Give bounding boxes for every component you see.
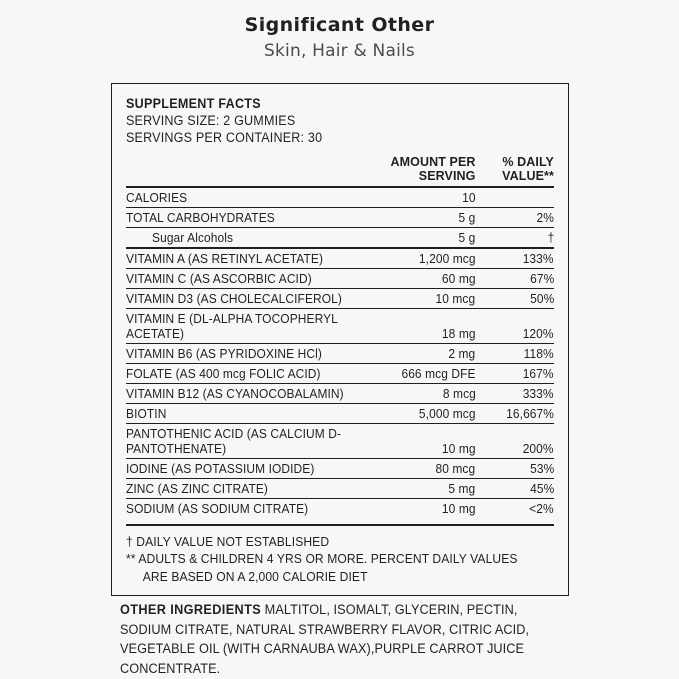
- row-daily-value: [486, 363, 554, 383]
- amount-text: 60 mg: [441, 270, 476, 286]
- nutrient-name-text: VITAMIN A (AS RETINYL ACETATE): [126, 250, 324, 266]
- footnotes: [126, 524, 554, 586]
- table-row: [126, 343, 554, 363]
- row-amount: [374, 363, 485, 383]
- row-amount: [374, 498, 485, 518]
- daily-value-text: 67%: [529, 270, 554, 286]
- row-nutrient-name: [126, 363, 374, 383]
- table-row: [126, 458, 554, 478]
- nutrient-name-text: VITAMIN B12 (AS CYANOCOBALAMIN): [126, 385, 344, 401]
- amount-text: 666 mcg DFE: [401, 365, 476, 381]
- row-nutrient-name: [126, 403, 374, 423]
- table-row: [126, 403, 554, 423]
- table-row: [126, 308, 554, 343]
- amount-text: 8 mcg: [442, 385, 476, 401]
- row-nutrient-name: [126, 227, 374, 248]
- row-daily-value: [486, 248, 554, 269]
- nutrient-name-text: VITAMIN D3 (AS CHOLECALCIFEROL): [126, 290, 342, 306]
- row-daily-value: [486, 187, 554, 208]
- nutrient-name-text: IODINE (AS POTASSIUM IODIDE): [126, 460, 315, 476]
- amount-text: 80 mcg: [435, 460, 476, 476]
- row-nutrient-name: [126, 423, 374, 458]
- daily-value-text: 133%: [523, 250, 554, 266]
- nutrition-facts-table: [126, 153, 554, 518]
- row-nutrient-name: [126, 248, 374, 269]
- amount-text: 18 mg: [441, 325, 476, 341]
- row-amount: [374, 308, 485, 343]
- table-header-row: [126, 153, 554, 187]
- row-nutrient-name: [126, 498, 374, 518]
- footnote-dagger: † DAILY VALUE NOT ESTABLISHED: [126, 533, 330, 549]
- row-daily-value: [486, 498, 554, 518]
- daily-value-text: 167%: [523, 365, 554, 381]
- row-nutrient-name: [126, 343, 374, 363]
- nutrient-name-text: Sugar Alcohols: [152, 229, 234, 245]
- daily-value-text: 333%: [523, 385, 554, 401]
- row-amount: [374, 383, 485, 403]
- header-nutrient: [126, 153, 374, 187]
- amount-text: 5 g: [458, 229, 476, 245]
- table-row: [126, 268, 554, 288]
- row-amount: [374, 288, 485, 308]
- nutrient-name-text: VITAMIN B6 (AS PYRIDOXINE HCl): [126, 345, 322, 361]
- row-nutrient-name: [126, 308, 374, 343]
- amount-text: 10 mg: [441, 440, 476, 456]
- row-nutrient-name: [126, 288, 374, 308]
- row-amount: [374, 343, 485, 363]
- table-row: [126, 187, 554, 208]
- row-daily-value: [486, 268, 554, 288]
- amount-text: 5 mg: [448, 480, 476, 496]
- amount-text: 10 mcg: [435, 290, 476, 306]
- row-amount: [374, 478, 485, 498]
- table-row: [126, 383, 554, 403]
- nutrient-name-text: TOTAL CARBOHYDRATES: [126, 209, 275, 225]
- table-row: [126, 207, 554, 227]
- row-daily-value: [486, 403, 554, 423]
- amount-text: 10 mg: [441, 500, 476, 516]
- daily-value-text: 45%: [529, 480, 554, 496]
- row-daily-value: [486, 308, 554, 343]
- row-daily-value: [486, 343, 554, 363]
- row-amount: [374, 268, 485, 288]
- supplement-facts-panel: [111, 83, 569, 596]
- amount-text: 5 g: [458, 209, 476, 225]
- row-nutrient-name: [126, 268, 374, 288]
- page-subtitle: Skin, Hair & Nails: [264, 41, 415, 61]
- other-ingredients: [120, 600, 568, 678]
- row-nutrient-name: [126, 187, 374, 208]
- daily-value-text: 53%: [529, 460, 554, 476]
- daily-value-text: 2%: [536, 209, 554, 225]
- header-daily-value: [486, 153, 554, 187]
- table-row: [126, 248, 554, 269]
- other-ingredients-label: OTHER INGREDIENTS: [120, 602, 262, 617]
- servings-per-container: SERVINGS PER CONTAINER: 30: [126, 130, 323, 145]
- row-amount: [374, 248, 485, 269]
- table-row: [126, 288, 554, 308]
- header-amount-per-serving: [374, 153, 485, 187]
- nutrient-name-text: FOLATE (AS 400 mcg FOLIC ACID): [126, 365, 321, 381]
- row-amount: [374, 187, 485, 208]
- nutrient-name-text: ZINC (AS ZINC CITRATE): [126, 480, 268, 496]
- row-amount: [374, 227, 485, 248]
- daily-value-text: 200%: [523, 440, 554, 456]
- row-amount: [374, 423, 485, 458]
- nutrient-name-text: CALORIES: [126, 189, 188, 205]
- row-amount: [374, 207, 485, 227]
- daily-value-text: 118%: [523, 345, 554, 361]
- daily-value-text: 50%: [529, 290, 554, 306]
- footnote-double-star-line2: ARE BASED ON A 2,000 CALORIE DIET: [142, 568, 368, 584]
- row-daily-value: [486, 207, 554, 227]
- row-amount: [374, 458, 485, 478]
- row-daily-value: [486, 458, 554, 478]
- row-daily-value: [486, 383, 554, 403]
- daily-value-text: 120%: [523, 325, 554, 341]
- row-nutrient-name: [126, 207, 374, 227]
- row-nutrient-name: [126, 458, 374, 478]
- amount-text: 1,200 mcg: [418, 250, 476, 266]
- table-row: [126, 478, 554, 498]
- row-nutrient-name: [126, 383, 374, 403]
- serving-size: SERVING SIZE: 2 GUMMIES: [126, 113, 296, 128]
- nutrient-name-text: SODIUM (AS SODIUM CITRATE): [126, 500, 309, 516]
- header-dv-line1: % DAILY: [502, 155, 554, 169]
- row-daily-value: [486, 478, 554, 498]
- other-ingredients-text: MALTITOL, ISOMALT, GLYCERIN, PECTIN, SODIUM CITRATE, NATURAL STRAWBERRY FLAVOR, CITRIC ACID, VEGETABLE OIL (WITH CARNAUBA WAX),PURPLE CARROT JUICE CONCENTRATE.: [120, 602, 530, 676]
- row-daily-value: [486, 227, 554, 248]
- amount-text: 10: [462, 189, 476, 205]
- row-daily-value: [486, 423, 554, 458]
- row-nutrient-name: [126, 478, 374, 498]
- row-daily-value: [486, 288, 554, 308]
- amount-text: 5,000 mcg: [418, 405, 476, 421]
- header-dv-line2: VALUE**: [502, 169, 554, 184]
- amount-text: 2 mg: [448, 345, 476, 361]
- nutrient-name-text: BIOTIN: [126, 405, 167, 421]
- header-amount-line1: AMOUNT PER: [390, 155, 476, 169]
- footnote-double-star: [126, 550, 524, 585]
- nutrient-name-text: PANTOTHENIC ACID (AS CALCIUM D-PANTOTHENATE): [126, 425, 342, 456]
- daily-value-text: 16,667%: [506, 405, 554, 421]
- header-amount-line2: SERVING: [418, 169, 476, 184]
- table-row: [126, 498, 554, 518]
- page-title: Significant Other: [244, 14, 435, 36]
- supplement-facts-heading: SUPPLEMENT FACTS: [126, 96, 261, 111]
- table-row: [126, 423, 554, 458]
- daily-value-text: <2%: [529, 500, 554, 516]
- nutrient-name-text: VITAMIN E (DL-ALPHA TOCOPHERYL ACETATE): [126, 310, 338, 341]
- footnote-double-star-line1: ** ADULTS & CHILDREN 4 YRS OR MORE. PERCENT DAILY VALUES: [126, 551, 518, 567]
- nutrient-name-text: VITAMIN C (AS ASCORBIC ACID): [126, 270, 312, 286]
- table-row: [126, 363, 554, 383]
- row-amount: [374, 403, 485, 423]
- daily-value-text: †: [547, 229, 554, 245]
- table-row: [126, 227, 554, 248]
